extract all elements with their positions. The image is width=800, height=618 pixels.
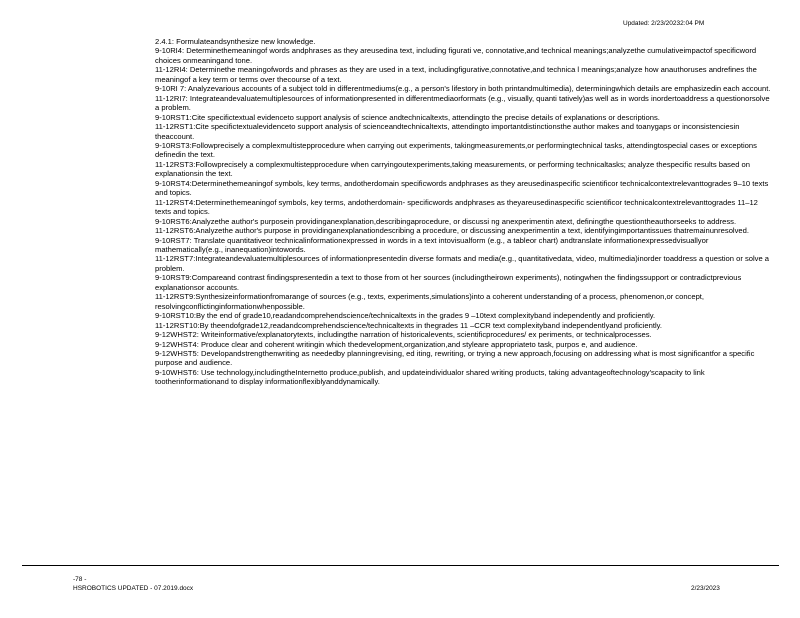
paragraph: 11-12RST10:By theendofgrade12,readandcomprehendscience/technicaltexts in thegrades 11 –CCR text complexityband independentlyand proficiently. [155,320,662,330]
standards-text [155,37,771,387]
paragraph: 11-12RI4: Determinethe meaningofwords and phrases as they are used in a text, includingfigurative,connotative,and technica l meanings;analyze how anauthoruses andrefines the meaningof a key term or terms over thecourse of a text. [155,65,757,84]
paragraph: 9-10RST1:Cite specifictextual evidenceto support analysis of science andtechnicaltexts, attendingto the precise details of explanations or descriptions. [155,112,660,122]
paragraph: 11-12RST4:Determinethemeaningof symbols, key terms, andotherdomain- specificwords andphrases as theyareusedinaspecific scientificor technicalcontextrelevanttogrades 11–12 texts and topics. [155,197,758,217]
paragraph: 9-10RST9:Compareand contrast findingspresentedin a text to those from ot her sources (includingtheirown experiments), notingwhen the findingssupport or contradictprevious explanationsor accounts. [155,273,742,292]
paragraph: 9-10RI4: Determinethemeaningof words andphrases as they areusedina text, including figurati ve, connotative,and technical meanings;analyzethe cumulativeimpactof specificword choices onmeaningand tone. [155,46,757,65]
paragraph: 9-10RST3:Followprecisely a complexmultistepprocedure when carrying out experiments, takingmeasurements,or performingtechnical tasks, attendingtospecial cases or exceptions definedin the text. [155,140,757,160]
page-number: -78 - [73,576,87,583]
paragraph: 9-12WHST2: Writeinformative/explanatorytexts, includingthe narration of historicalevents, scientificprocedures/ ex periments, or technicalprocesses. [155,330,652,340]
paragraph: 11-12RST6:Analyzethe author's purpose in providinganexplanationdescribing a procedure, or discussing anexperimentin a text, identifyingimportantissues thatremainunresolved. [155,226,749,236]
footer-divider [22,565,779,566]
paragraph: 2.4.1: Formulateandsynthesize new knowledge. [155,37,316,46]
paragraph: 11-12RST9:Synthesizeinformationfromarange of sources (e.g., texts, experiments,simulations)into a coherent understanding of a process, phenomenon,or concept, resolvingconflictinginformationwhenpossible. [155,292,705,311]
paragraph: 9-10WHST6: Use technology,includingtheInternetto produce,publish, and updateindividualor shared writing products, taking advantageoftechnology'scapacity to link tootherinformationand to display informationflexiblyanddynamically. [155,367,705,387]
updated-timestamp: Updated: 2/23/20232:04 PM [623,20,705,27]
paragraph: 9-10RI 7: Analyzevarious accounts of a subject told in differentmediums(e.g., a person's lifestory in both printandmultimedia), determiningwhich details are emphasizedin each account. [155,84,771,94]
paragraph: 11-12RST1:Cite specifictextualevidenceto support analysis of scienceandtechnicaltexts, attendingto importantdistinctionsthe author makes and toanygaps or inconsistenciesin theaccount. [155,122,740,141]
document-filename: HSROBOTICS UPDATED - 07.2019.docx [73,585,194,592]
paragraph: 9-10RST10:By the end of grade10,readandcomprehendscience/technicaltexts in the grades 9 –10text complexityband independently and proficiently. [155,311,656,321]
footer-date: 2/23/2023 [691,585,720,592]
paragraph: 9-12WHST4: Produce clear and coherent writingin which thedevelopment,organization,and styleare appropriateto task, purpos e, and audience. [155,339,638,349]
paragraph: 9-12WHST5: Developandstrengthenwriting as neededby planningrevising, ed iting, rewriting, or trying a new approach,focusing on addressing what is most significantfor a specific purpose and audience. [155,348,755,368]
paragraph: 11-12RI7: Integrateandevaluatemultiplesources of informationpresented in differentmediaorformats (e.g., visually, quanti tatively)as well as in words inordertoaddress a questionorsolve a problem. [155,93,770,113]
paragraph: 9-10RST4:Determinethemeaningof symbols, key terms, andotherdomain specificwords andphrases as they areusedinaspecific scientificor technicalcontextrelevanttogrades 9–10 texts and topics. [155,178,769,198]
paragraph: 11-12RST3:Followprecisely a complexmultistepprocedure when carryingoutexperiments,taking measurements, or performing technicaltasks; analyze thespecific results based on explanationsin the text. [155,159,750,179]
paragraph: 9-10RST6:Analyzethe author's purposein providinganexplanation,describingaprocedure, or discussi ng anexperimentin atext, definingthe questiontheauthorseeks to address. [155,216,737,226]
paragraph: 11-12RST7:Integrateandevaluatemultiplesources of informationpresentedin diverse formats and media(e.g., quantitativedata, video, multimedia)inorder toaddress a question or solve a problem. [155,254,770,273]
paragraph: 9-10RST7: Translate quantitativeor technicalinformationexpressed in words in a text intovisualform (e.g., a tableor chart) andtranslate informationexpressedvisuallyor mathematically(e.g., inanequation)intowords. [155,235,709,254]
